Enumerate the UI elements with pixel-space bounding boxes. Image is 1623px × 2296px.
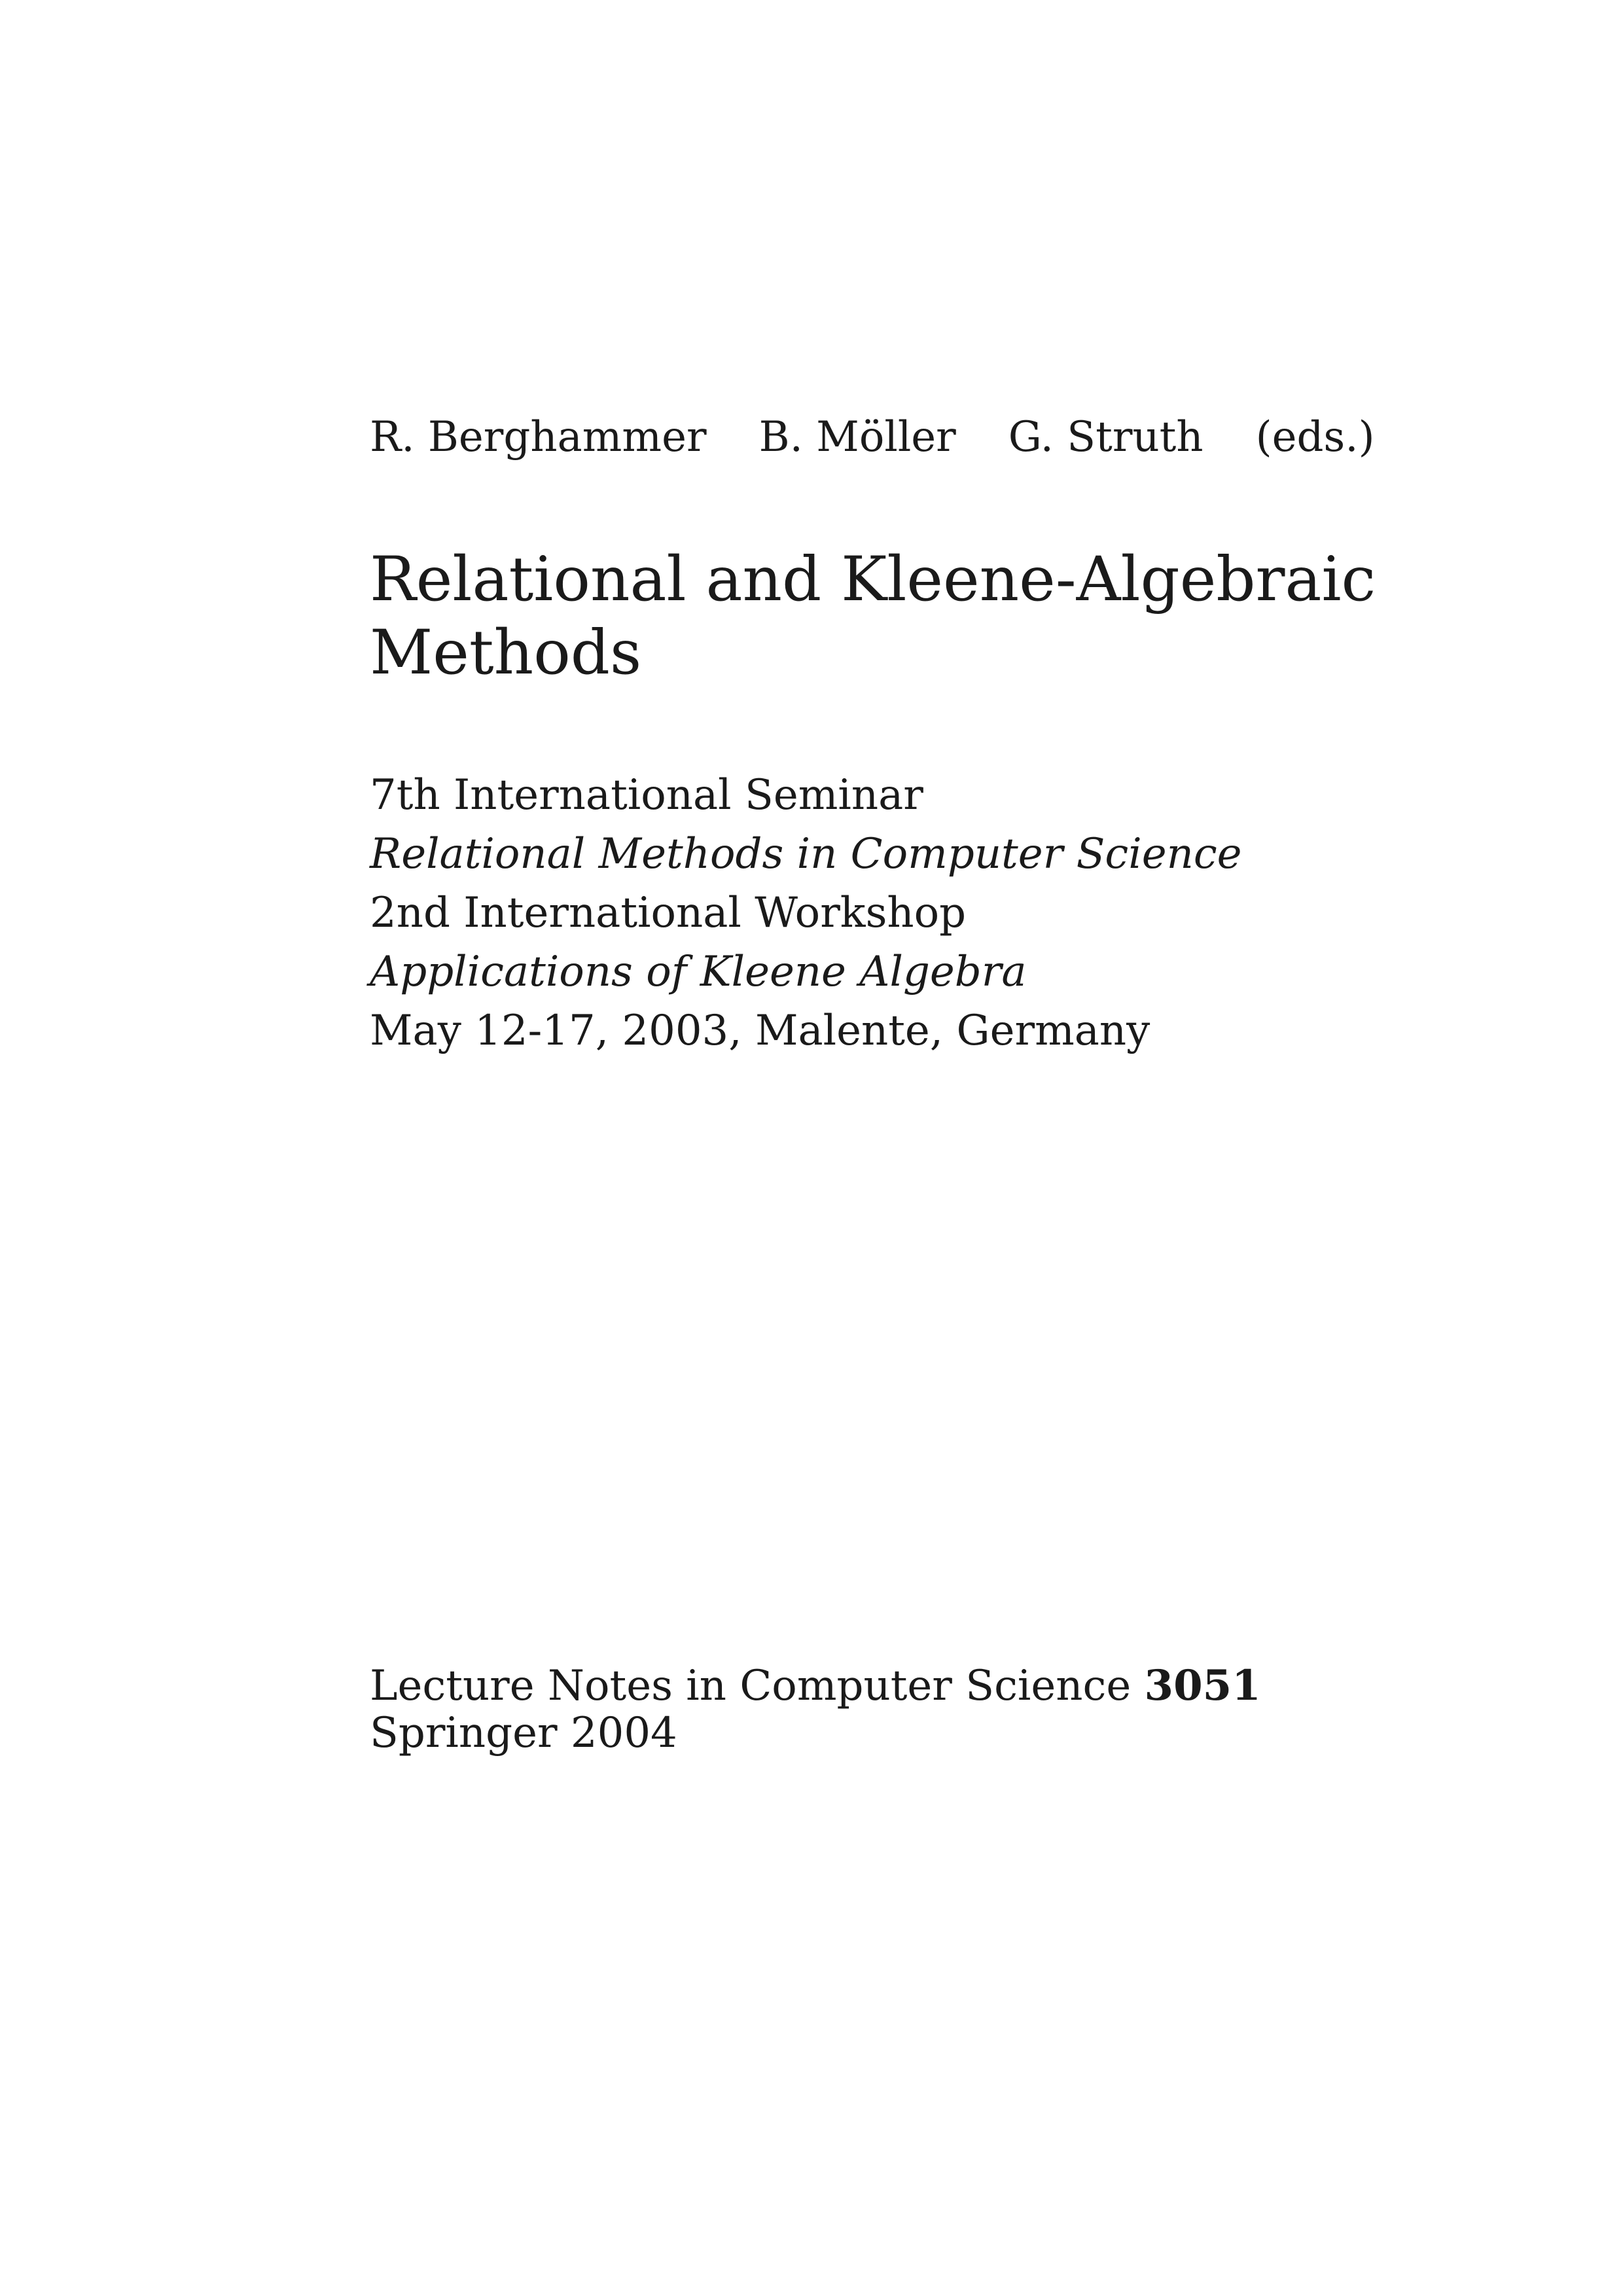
editor-name: G. Struth — [1008, 413, 1204, 461]
book-title-line-2: Methods — [370, 617, 642, 689]
series-info — [370, 1662, 1261, 1757]
editors-note: (eds.) — [1255, 413, 1375, 461]
book-title-line-1: Relational and Kleene-Algebraic — [370, 544, 1376, 615]
seminar-name: Relational Methods in Computer Science — [370, 830, 1242, 878]
book-title — [370, 543, 1376, 690]
series-volume: 3051 — [1144, 1661, 1261, 1710]
publisher-year: Springer 2004 — [370, 1709, 677, 1757]
workshop-name: Applications of Kleene Algebra — [370, 948, 1027, 996]
seminar-label: 7th International Seminar — [370, 771, 923, 819]
editor-name: B. Möller — [758, 413, 956, 461]
event-info — [370, 766, 1242, 1060]
editor-name: R. Berghammer — [370, 413, 707, 461]
editors-line — [370, 411, 1375, 463]
series-line — [370, 1662, 1261, 1710]
event-date-place: May 12-17, 2003, Malente, Germany — [370, 1007, 1150, 1055]
workshop-label: 2nd International Workshop — [370, 889, 967, 937]
series-name: Lecture Notes in Computer Science — [370, 1662, 1132, 1710]
